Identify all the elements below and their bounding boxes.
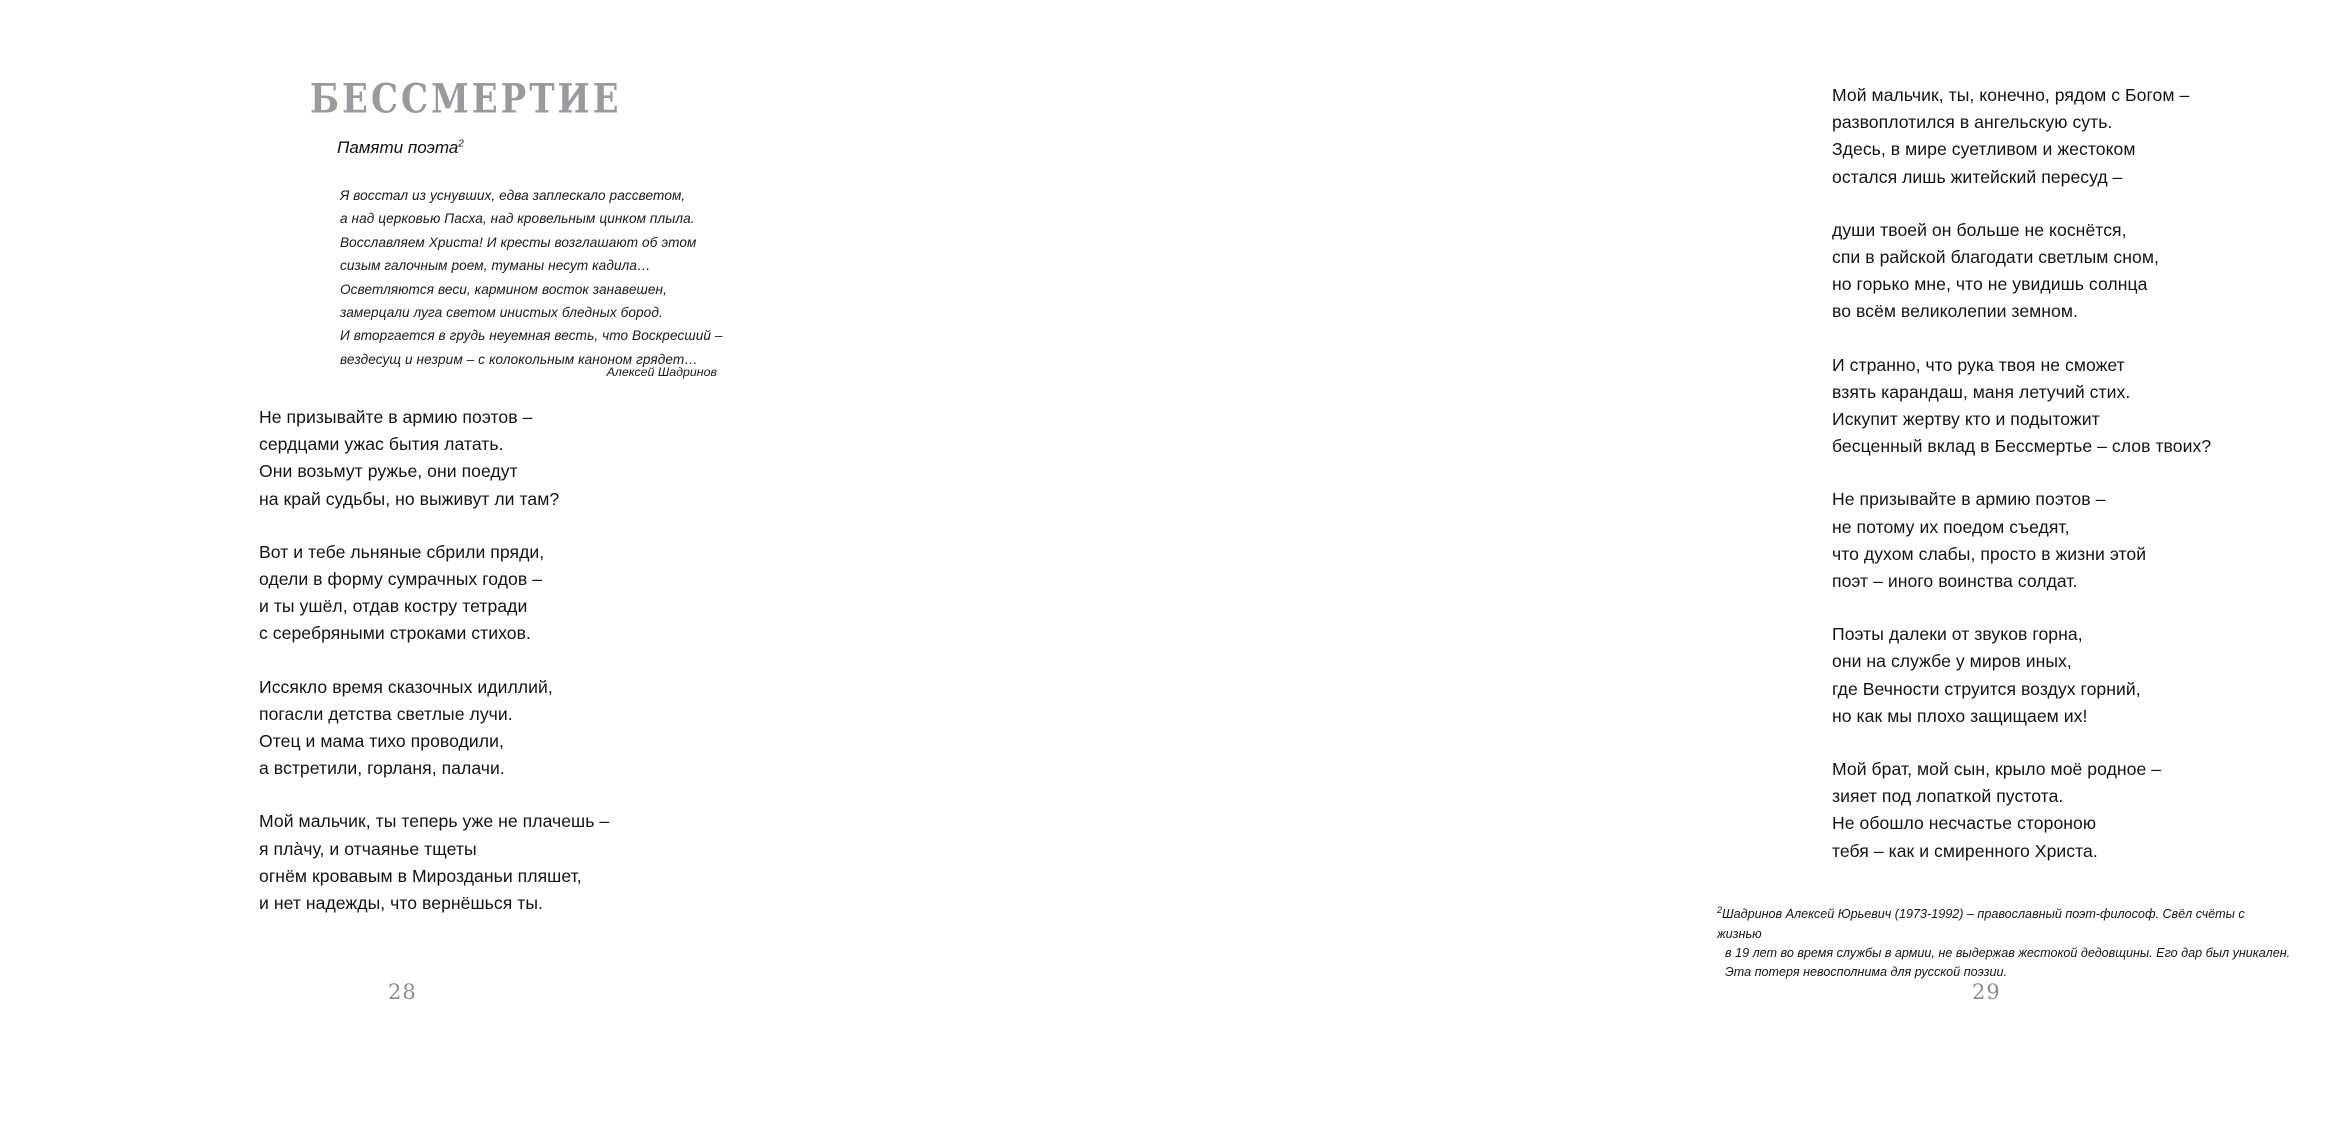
stanza [1832,352,2352,461]
verse-line: они на службе у миров иных, [1832,651,2072,672]
verse-line: Искупит жертву кто и подытожит [1832,409,2100,430]
stanza [1832,621,2352,730]
verse-line: зияет под лопаткой пустота. [1832,786,2064,807]
epigraph-author: Алексей Шадринов [606,365,717,379]
verse-line: и ты ушёл, отдав костру тетради [259,596,528,617]
stanza [259,808,779,917]
verse-line: спи в райской благодати светлым сном, [1832,247,2159,268]
poem-body-right [1832,82,2352,865]
dedication-footnote-marker: 2 [458,138,464,150]
verse-line: погасли детства светлые лучи. [259,703,513,724]
epigraph-line: И вторгается в грудь неуемная весть, что Воскресший – [340,328,723,344]
epigraph [340,184,760,371]
poem-body-left [259,404,779,917]
stanza [1832,82,2352,191]
stanza [1832,756,2352,865]
verse-line: Мой брат, мой сын, крыло моё родное – [1832,759,2162,780]
footnote [1717,901,2291,983]
stanza [259,539,779,648]
verse-line: бесценный вклад в Бессмертье – слов твоих? [1832,436,2212,457]
page-title: БЕССМЕРТИЕ [310,76,622,124]
verse-line: остался лишь житейский пересуд – [1832,166,2123,187]
verse-line: где Вечности струится воздух горний, [1832,678,2141,699]
verse-line: Они возьмут ружье, они поедут [259,461,518,482]
stanza [1832,217,2352,326]
page-left [0,0,822,1134]
verse-line: Не призывайте в армию поэтов – [1832,489,2106,510]
footnote-marker: 2 [1717,905,1723,915]
verse-line: Не призывайте в армию поэтов – [259,407,533,427]
epigraph-line: Я восстал из уснувших, едва заплескало рассветом, [340,188,686,203]
verse-line: тебя – как и смиренного Христа. [1832,840,2098,861]
verse-line: Вот и тебе льняные сбрили пряди, [259,541,545,562]
epigraph-line: а над церковью Пасха, над кровельным цинком плыла. [340,211,695,227]
verse-line: но как мы плохо защищаем их! [1832,705,2088,726]
verse-line: с серебряными строками стихов. [259,623,531,644]
dedication-text: Памяти поэта [337,138,459,157]
verse-line: но горько мне, что не увидишь солнца [1832,274,2148,295]
epigraph-line: вездесущ и незрим – с колокольным каноном грядет… [340,351,698,367]
footnote-line: Шадринов Алексей Юрьевич (1973-1992) – православный поэт-философ. Свёл счёты с жизнью [1717,907,2245,941]
verse-line: не потому их поедом съедят, [1832,516,2070,537]
page-number-left: 28 [388,980,417,1004]
epigraph-line: Осветляются веси, кармином восток занавешен, [340,281,667,297]
stanza [259,674,779,783]
verse-line: сердцами ужас бытия латать. [259,434,504,455]
verse-line: души твоей он больше не коснётся, [1832,219,2127,240]
verse-line: И странно, что рука твоя не сможет [1832,354,2125,375]
epigraph-line: замерцали луга светом инистых бледных бород. [340,305,663,321]
page-right [822,0,2291,1134]
verse-line: Отец и мама тихо проводили, [259,731,504,752]
verse-line: огнём кровавым в Мирозданьи пляшет, [259,865,582,886]
verse-line: Мой мальчик, ты, конечно, рядом с Богом – [1832,85,2190,105]
verse-line: на край судьбы, но выживут ли там? [259,488,560,509]
epigraph-line: Восславляем Христа! И кресты возглашают об этом [340,234,697,250]
verse-line: я пла̀чу, и отчаянье тщеты [259,838,477,859]
stanza [1832,486,2352,595]
verse-line: Иссякло время сказочных идиллий, [259,676,553,697]
verse-line: Здесь, в мире суетливом и жестоком [1832,139,2136,160]
stanza [259,404,779,513]
verse-line: развоплотился в ангельскую суть. [1832,112,2113,133]
verse-line: и нет надежды, что вернёшься ты. [259,893,543,914]
dedication [337,138,464,158]
footnote-line: в 19 лет во время службы в армии, не выдержав жестокой дедовщины. Его дар был уникален. [1725,946,2291,960]
verse-line: Мой мальчик, ты теперь уже не плачешь – [259,811,610,832]
epigraph-line: сизым галочным роем, туманы несут кадила… [340,258,651,274]
verse-line: во всём великолепии земном. [1832,301,2078,322]
footnote-line: Эта потеря невосполнима для русской поэзии. [1725,965,2008,980]
verse-line: взять карандаш, маня летучий стих. [1832,381,2131,402]
verse-line: а встретили, горланя, палачи. [259,758,505,779]
verse-line: одели в форму сумрачных годов – [259,569,543,590]
verse-line: Поэты далеки от звуков горна, [1832,624,2083,645]
verse-line: Не обошло несчастье стороною [1832,813,2097,834]
page-number-right: 29 [1972,980,2001,1004]
verse-line: поэт – иного воинства солдат. [1832,571,2078,592]
verse-line: что духом слабы, просто в жизни этой [1832,543,2147,564]
